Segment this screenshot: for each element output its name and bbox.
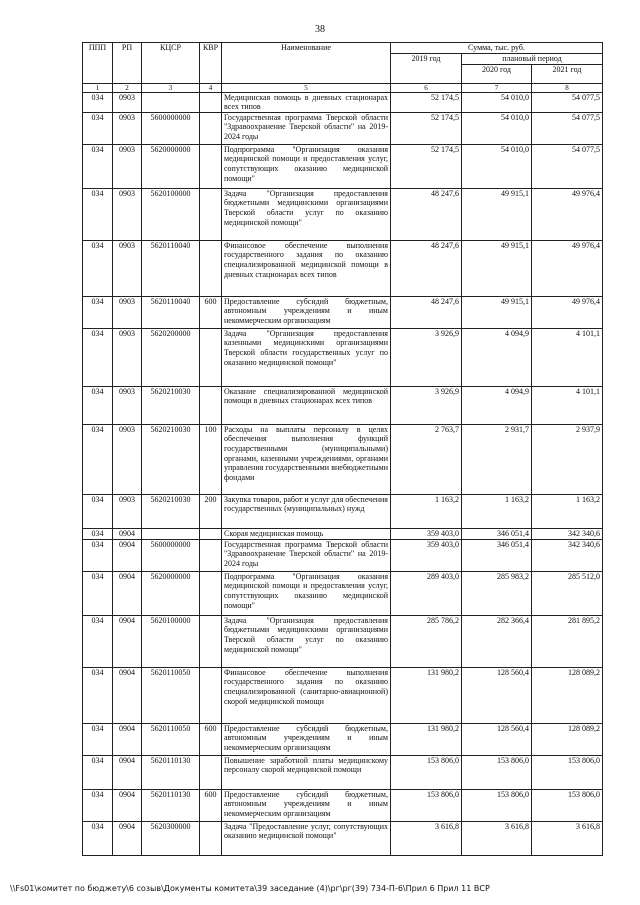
table-row xyxy=(83,723,603,755)
cell-kcsr: 5620110040 xyxy=(142,240,200,296)
cell-kvr: 600 xyxy=(200,296,222,328)
cell-2021: 342 340,6 xyxy=(532,528,603,539)
cell-kcsr: 5620210030 xyxy=(142,424,200,494)
cell-kcsr xyxy=(142,92,200,112)
cell-2020: 285 983,2 xyxy=(462,571,532,615)
cell-rp: 0904 xyxy=(113,755,142,789)
table-row xyxy=(83,240,603,296)
cell-ppp: 034 xyxy=(83,755,113,789)
cell-rp: 0904 xyxy=(113,789,142,821)
cell-2019: 1 163,2 xyxy=(391,494,462,528)
cell-2019: 52 174,5 xyxy=(391,112,462,144)
cell-2021: 49 976,4 xyxy=(532,296,603,328)
cell-name: Закупка товаров, работ и услуг для обеспечения государственных (муниципальных) нужд xyxy=(222,494,391,528)
cell-kvr xyxy=(200,528,222,539)
col-num: 8 xyxy=(532,83,603,92)
table-row xyxy=(83,755,603,789)
cell-kcsr: 5620210030 xyxy=(142,386,200,424)
cell-name: Предоставление субсидий бюджетным, автономным учреждениям и иным некоммерческим организациям xyxy=(222,296,391,328)
cell-rp: 0903 xyxy=(113,92,142,112)
cell-name: Финансовое обеспечение выполнения государственного задания по оказанию специализированной медицинской помощи в дневных стационарах всех типов xyxy=(222,240,391,296)
cell-2021: 4 101,1 xyxy=(532,328,603,386)
cell-name: Задача "Организация предоставления бюджетными медицинскими организациями Тверской области услуг по оказанию медицинской помощи" xyxy=(222,615,391,667)
cell-2020: 1 163,2 xyxy=(462,494,532,528)
cell-name: Расходы на выплаты персоналу в целях обеспечения выполнения функций государственными (муниципальными) органами, казенными учреждениями, органами управления государственными внебюджетными фондами xyxy=(222,424,391,494)
cell-ppp: 034 xyxy=(83,539,113,571)
header-row-1 xyxy=(83,43,603,54)
cell-rp: 0903 xyxy=(113,112,142,144)
cell-2021: 128 089,2 xyxy=(532,723,603,755)
cell-2019: 359 403,0 xyxy=(391,528,462,539)
cell-kvr xyxy=(200,821,222,855)
cell-kcsr: 5600000000 xyxy=(142,112,200,144)
cell-2020: 2 931,7 xyxy=(462,424,532,494)
table-row xyxy=(83,188,603,240)
cell-rp: 0904 xyxy=(113,528,142,539)
header-name: Наименование xyxy=(222,43,391,84)
page-number: 38 xyxy=(315,24,325,35)
cell-2021: 54 077,5 xyxy=(532,92,603,112)
cell-kvr xyxy=(200,144,222,188)
table-row xyxy=(83,424,603,494)
cell-ppp: 034 xyxy=(83,494,113,528)
cell-ppp: 034 xyxy=(83,296,113,328)
cell-ppp: 034 xyxy=(83,571,113,615)
cell-2019: 48 247,6 xyxy=(391,296,462,328)
cell-2020: 49 915,1 xyxy=(462,188,532,240)
cell-2019: 52 174,5 xyxy=(391,144,462,188)
header-2020: 2020 год xyxy=(462,64,532,83)
cell-2020: 4 094,9 xyxy=(462,328,532,386)
cell-ppp: 034 xyxy=(83,789,113,821)
cell-kcsr: 5620000000 xyxy=(142,144,200,188)
cell-kvr: 600 xyxy=(200,789,222,821)
cell-name: Государственная программа Тверской области "Здравоохранение Тверской области" на 2019-2024 годы xyxy=(222,539,391,571)
footer-file-path: \\Fs01\комитет по бюджету\6 созыв\Документы комитета\39 заседание (4)\рг\рг(39) 734-П-6\Прил 6 Прил 11 ВСР xyxy=(10,884,490,893)
cell-2019: 52 174,5 xyxy=(391,92,462,112)
cell-name: Медицинская помощь в дневных стационарах всех типов xyxy=(222,92,391,112)
cell-2021: 49 976,4 xyxy=(532,188,603,240)
table-row xyxy=(83,494,603,528)
cell-ppp: 034 xyxy=(83,112,113,144)
header-kvr: КВР xyxy=(200,43,222,84)
table-row xyxy=(83,571,603,615)
cell-2020: 346 051,4 xyxy=(462,528,532,539)
cell-kcsr: 5620110040 xyxy=(142,296,200,328)
cell-ppp: 034 xyxy=(83,328,113,386)
cell-2021: 281 895,2 xyxy=(532,615,603,667)
cell-kvr xyxy=(200,328,222,386)
header-kcsr: КЦСР xyxy=(142,43,200,84)
cell-rp: 0903 xyxy=(113,424,142,494)
cell-name: Задача "Организация предоставления казенными медицинскими организациями Тверской области государственных услуг по оказанию медицинской помощи" xyxy=(222,328,391,386)
cell-2019: 3 616,8 xyxy=(391,821,462,855)
cell-ppp: 034 xyxy=(83,144,113,188)
cell-2020: 54 010,0 xyxy=(462,144,532,188)
cell-rp: 0903 xyxy=(113,144,142,188)
cell-rp: 0903 xyxy=(113,494,142,528)
table-row xyxy=(83,112,603,144)
cell-2019: 3 926,9 xyxy=(391,328,462,386)
cell-rp: 0904 xyxy=(113,539,142,571)
cell-2020: 128 560,4 xyxy=(462,667,532,723)
cell-2019: 289 403,0 xyxy=(391,571,462,615)
cell-ppp: 034 xyxy=(83,615,113,667)
cell-kcsr: 5600000000 xyxy=(142,539,200,571)
cell-name: Подпрограмма "Организация оказания медицинской помощи и предоставления услуг, сопутствующих оказанию медицинской помощи" xyxy=(222,571,391,615)
cell-rp: 0903 xyxy=(113,296,142,328)
header-sum: Сумма, тыс. руб. xyxy=(391,43,603,54)
cell-name: Повышение заработной платы медицинскому персоналу скорой медицинской помощи xyxy=(222,755,391,789)
cell-kvr xyxy=(200,755,222,789)
cell-name: Предоставление субсидий бюджетным, автономным учреждениям и иным некоммерческим организациям xyxy=(222,789,391,821)
cell-2021: 285 512,0 xyxy=(532,571,603,615)
header-ppp: ППП xyxy=(83,43,113,84)
cell-kvr xyxy=(200,615,222,667)
cell-rp: 0904 xyxy=(113,723,142,755)
cell-rp: 0903 xyxy=(113,240,142,296)
table-row xyxy=(83,821,603,855)
cell-name: Скорая медицинская помощь xyxy=(222,528,391,539)
col-num: 5 xyxy=(222,83,391,92)
cell-2019: 153 806,0 xyxy=(391,789,462,821)
cell-rp: 0904 xyxy=(113,821,142,855)
col-num: 4 xyxy=(200,83,222,92)
column-number-row xyxy=(83,83,603,92)
cell-2021: 153 806,0 xyxy=(532,755,603,789)
cell-2019: 131 980,2 xyxy=(391,723,462,755)
table-row xyxy=(83,789,603,821)
col-num: 7 xyxy=(462,83,532,92)
cell-2020: 3 616,8 xyxy=(462,821,532,855)
cell-kcsr: 5620000000 xyxy=(142,571,200,615)
cell-2019: 2 763,7 xyxy=(391,424,462,494)
cell-ppp: 034 xyxy=(83,821,113,855)
table-row xyxy=(83,386,603,424)
cell-kvr xyxy=(200,188,222,240)
cell-2020: 153 806,0 xyxy=(462,755,532,789)
cell-rp: 0904 xyxy=(113,571,142,615)
col-num: 3 xyxy=(142,83,200,92)
cell-kcsr xyxy=(142,528,200,539)
cell-ppp: 034 xyxy=(83,723,113,755)
cell-name: Предоставление субсидий бюджетным, автономным учреждениям и иным некоммерческим организациям xyxy=(222,723,391,755)
cell-name: Подпрограмма "Организация оказания медицинской помощи и предоставления услуг, сопутствующих оказанию медицинской помощи" xyxy=(222,144,391,188)
cell-kvr: 100 xyxy=(200,424,222,494)
cell-2020: 49 915,1 xyxy=(462,240,532,296)
cell-2020: 4 094,9 xyxy=(462,386,532,424)
table-row xyxy=(83,92,603,112)
cell-2019: 153 806,0 xyxy=(391,755,462,789)
cell-kcsr: 5620110130 xyxy=(142,755,200,789)
cell-kvr xyxy=(200,112,222,144)
cell-2019: 285 786,2 xyxy=(391,615,462,667)
cell-kvr xyxy=(200,667,222,723)
cell-2021: 1 163,2 xyxy=(532,494,603,528)
cell-2021: 3 616,8 xyxy=(532,821,603,855)
cell-ppp: 034 xyxy=(83,424,113,494)
table-row xyxy=(83,328,603,386)
col-num: 6 xyxy=(391,83,462,92)
table-body xyxy=(83,92,603,855)
table-row xyxy=(83,667,603,723)
header-planned-period: плановый период xyxy=(462,54,603,65)
table-row xyxy=(83,539,603,571)
col-num: 2 xyxy=(113,83,142,92)
cell-rp: 0903 xyxy=(113,328,142,386)
cell-ppp: 034 xyxy=(83,92,113,112)
cell-name: Государственная программа Тверской области "Здравоохранение Тверской области" на 2019-2024 годы xyxy=(222,112,391,144)
cell-2021: 4 101,1 xyxy=(532,386,603,424)
cell-ppp: 034 xyxy=(83,386,113,424)
cell-kcsr: 5620300000 xyxy=(142,821,200,855)
cell-name: Задача "Организация предоставления бюджетными медицинскими организациями Тверской области услуг по оказанию медицинской помощи" xyxy=(222,188,391,240)
cell-kvr xyxy=(200,386,222,424)
cell-kcsr: 5620110050 xyxy=(142,723,200,755)
cell-2021: 54 077,5 xyxy=(532,112,603,144)
cell-kvr xyxy=(200,240,222,296)
cell-2020: 128 560,4 xyxy=(462,723,532,755)
table-row xyxy=(83,144,603,188)
budget-table xyxy=(82,42,603,856)
cell-2020: 54 010,0 xyxy=(462,112,532,144)
cell-kcsr: 5620110050 xyxy=(142,667,200,723)
cell-kcsr: 5620210030 xyxy=(142,494,200,528)
cell-2021: 49 976,4 xyxy=(532,240,603,296)
cell-2021: 153 806,0 xyxy=(532,789,603,821)
cell-ppp: 034 xyxy=(83,667,113,723)
cell-kvr xyxy=(200,571,222,615)
cell-2020: 346 051,4 xyxy=(462,539,532,571)
cell-rp: 0904 xyxy=(113,667,142,723)
cell-2021: 342 340,6 xyxy=(532,539,603,571)
cell-2021: 128 089,2 xyxy=(532,667,603,723)
table-row xyxy=(83,296,603,328)
cell-kvr: 200 xyxy=(200,494,222,528)
cell-2019: 48 247,6 xyxy=(391,188,462,240)
cell-2019: 48 247,6 xyxy=(391,240,462,296)
cell-rp: 0904 xyxy=(113,615,142,667)
cell-ppp: 034 xyxy=(83,528,113,539)
cell-2019: 131 980,2 xyxy=(391,667,462,723)
cell-kcsr: 5620100000 xyxy=(142,188,200,240)
cell-name: Финансовое обеспечение выполнения государственного задания по оказанию специализированной (санитарно-авиационной) скорой медицинской помощи xyxy=(222,667,391,723)
cell-kvr xyxy=(200,92,222,112)
cell-rp: 0903 xyxy=(113,188,142,240)
cell-ppp: 034 xyxy=(83,188,113,240)
cell-kvr: 600 xyxy=(200,723,222,755)
cell-kcsr: 5620200000 xyxy=(142,328,200,386)
col-num: 1 xyxy=(83,83,113,92)
header-rp: РП xyxy=(113,43,142,84)
cell-kcsr: 5620110130 xyxy=(142,789,200,821)
cell-name: Оказание специализированной медицинской помощи в дневных стационарах всех типов xyxy=(222,386,391,424)
cell-2019: 3 926,9 xyxy=(391,386,462,424)
cell-2021: 2 937,9 xyxy=(532,424,603,494)
cell-kvr xyxy=(200,539,222,571)
cell-kcsr: 5620100000 xyxy=(142,615,200,667)
cell-2021: 54 077,5 xyxy=(532,144,603,188)
cell-2020: 54 010,0 xyxy=(462,92,532,112)
table-row xyxy=(83,528,603,539)
cell-2019: 359 403,0 xyxy=(391,539,462,571)
cell-ppp: 034 xyxy=(83,240,113,296)
header-2021: 2021 год xyxy=(532,64,603,83)
header-2019: 2019 год xyxy=(391,54,462,84)
cell-2020: 153 806,0 xyxy=(462,789,532,821)
table-row xyxy=(83,615,603,667)
cell-2020: 49 915,1 xyxy=(462,296,532,328)
cell-rp: 0903 xyxy=(113,386,142,424)
cell-2020: 282 366,4 xyxy=(462,615,532,667)
cell-name: Задача "Предоставление услуг, сопутствующих оказанию медицинской помощи" xyxy=(222,821,391,855)
